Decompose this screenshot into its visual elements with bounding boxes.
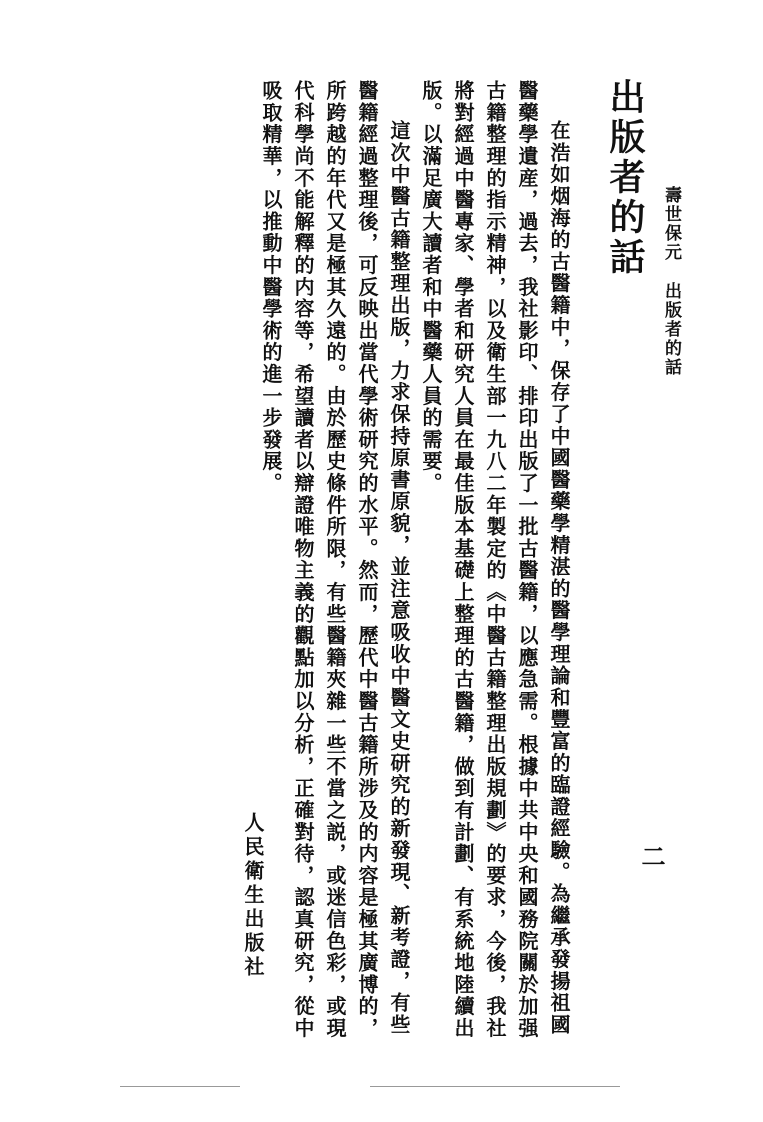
paragraph: 這次中醫古籍整理出版，力求保持原書原貌，並注意吸收中醫文史研究的新發現、新考證，有些醫籍經過整理後，可反映出當代學術研究的水平。然而，歷代中醫古籍所涉及的内容是極其廣博的，所跨越的年代又是極其久遠的。由於歷史條件所限，有些醫籍夾雜一些不當之説，或迷信色彩，或現代科學尚不能解釋的内容等，希望讀者以辯證唯物主義的觀點加以分析，正確對待，認真研究，從中吸取精華，以推動中醫學術的進一步發展。 [259, 80, 411, 1040]
publisher-signature: 人民衛生出版社 [241, 812, 265, 980]
page-title: 出版者的話 [604, 78, 646, 278]
page-number: 二 [637, 844, 666, 868]
body-text [255, 80, 575, 1040]
series-title: 壽世保元 [661, 186, 681, 262]
paragraph: 在浩如烟海的古醫籍中，保存了中國醫藥學精湛的醫學理論和豐富的臨證經驗。為繼承發揚祖國醫藥學遺産，過去，我社影印、排印出版了一批古醫籍，以應急需。根據中共中央和國務院關於加强古籍整理的指示精神，以及衛生部一九八二年製定的《中醫古籍整理出版規劃》的要求，今後，我社將對經過中醫專家、學者和研究人員在最佳版本基礎上整理的古醫籍，做到有計劃、有系統地陸續出版。以滿足廣大讀者和中醫藥人員的需要。 [419, 80, 571, 1040]
section-title: 出版者的話 [661, 282, 681, 377]
running-header [662, 186, 679, 377]
scan-artifact-line [370, 1086, 620, 1087]
scan-artifact-line [120, 1086, 240, 1087]
